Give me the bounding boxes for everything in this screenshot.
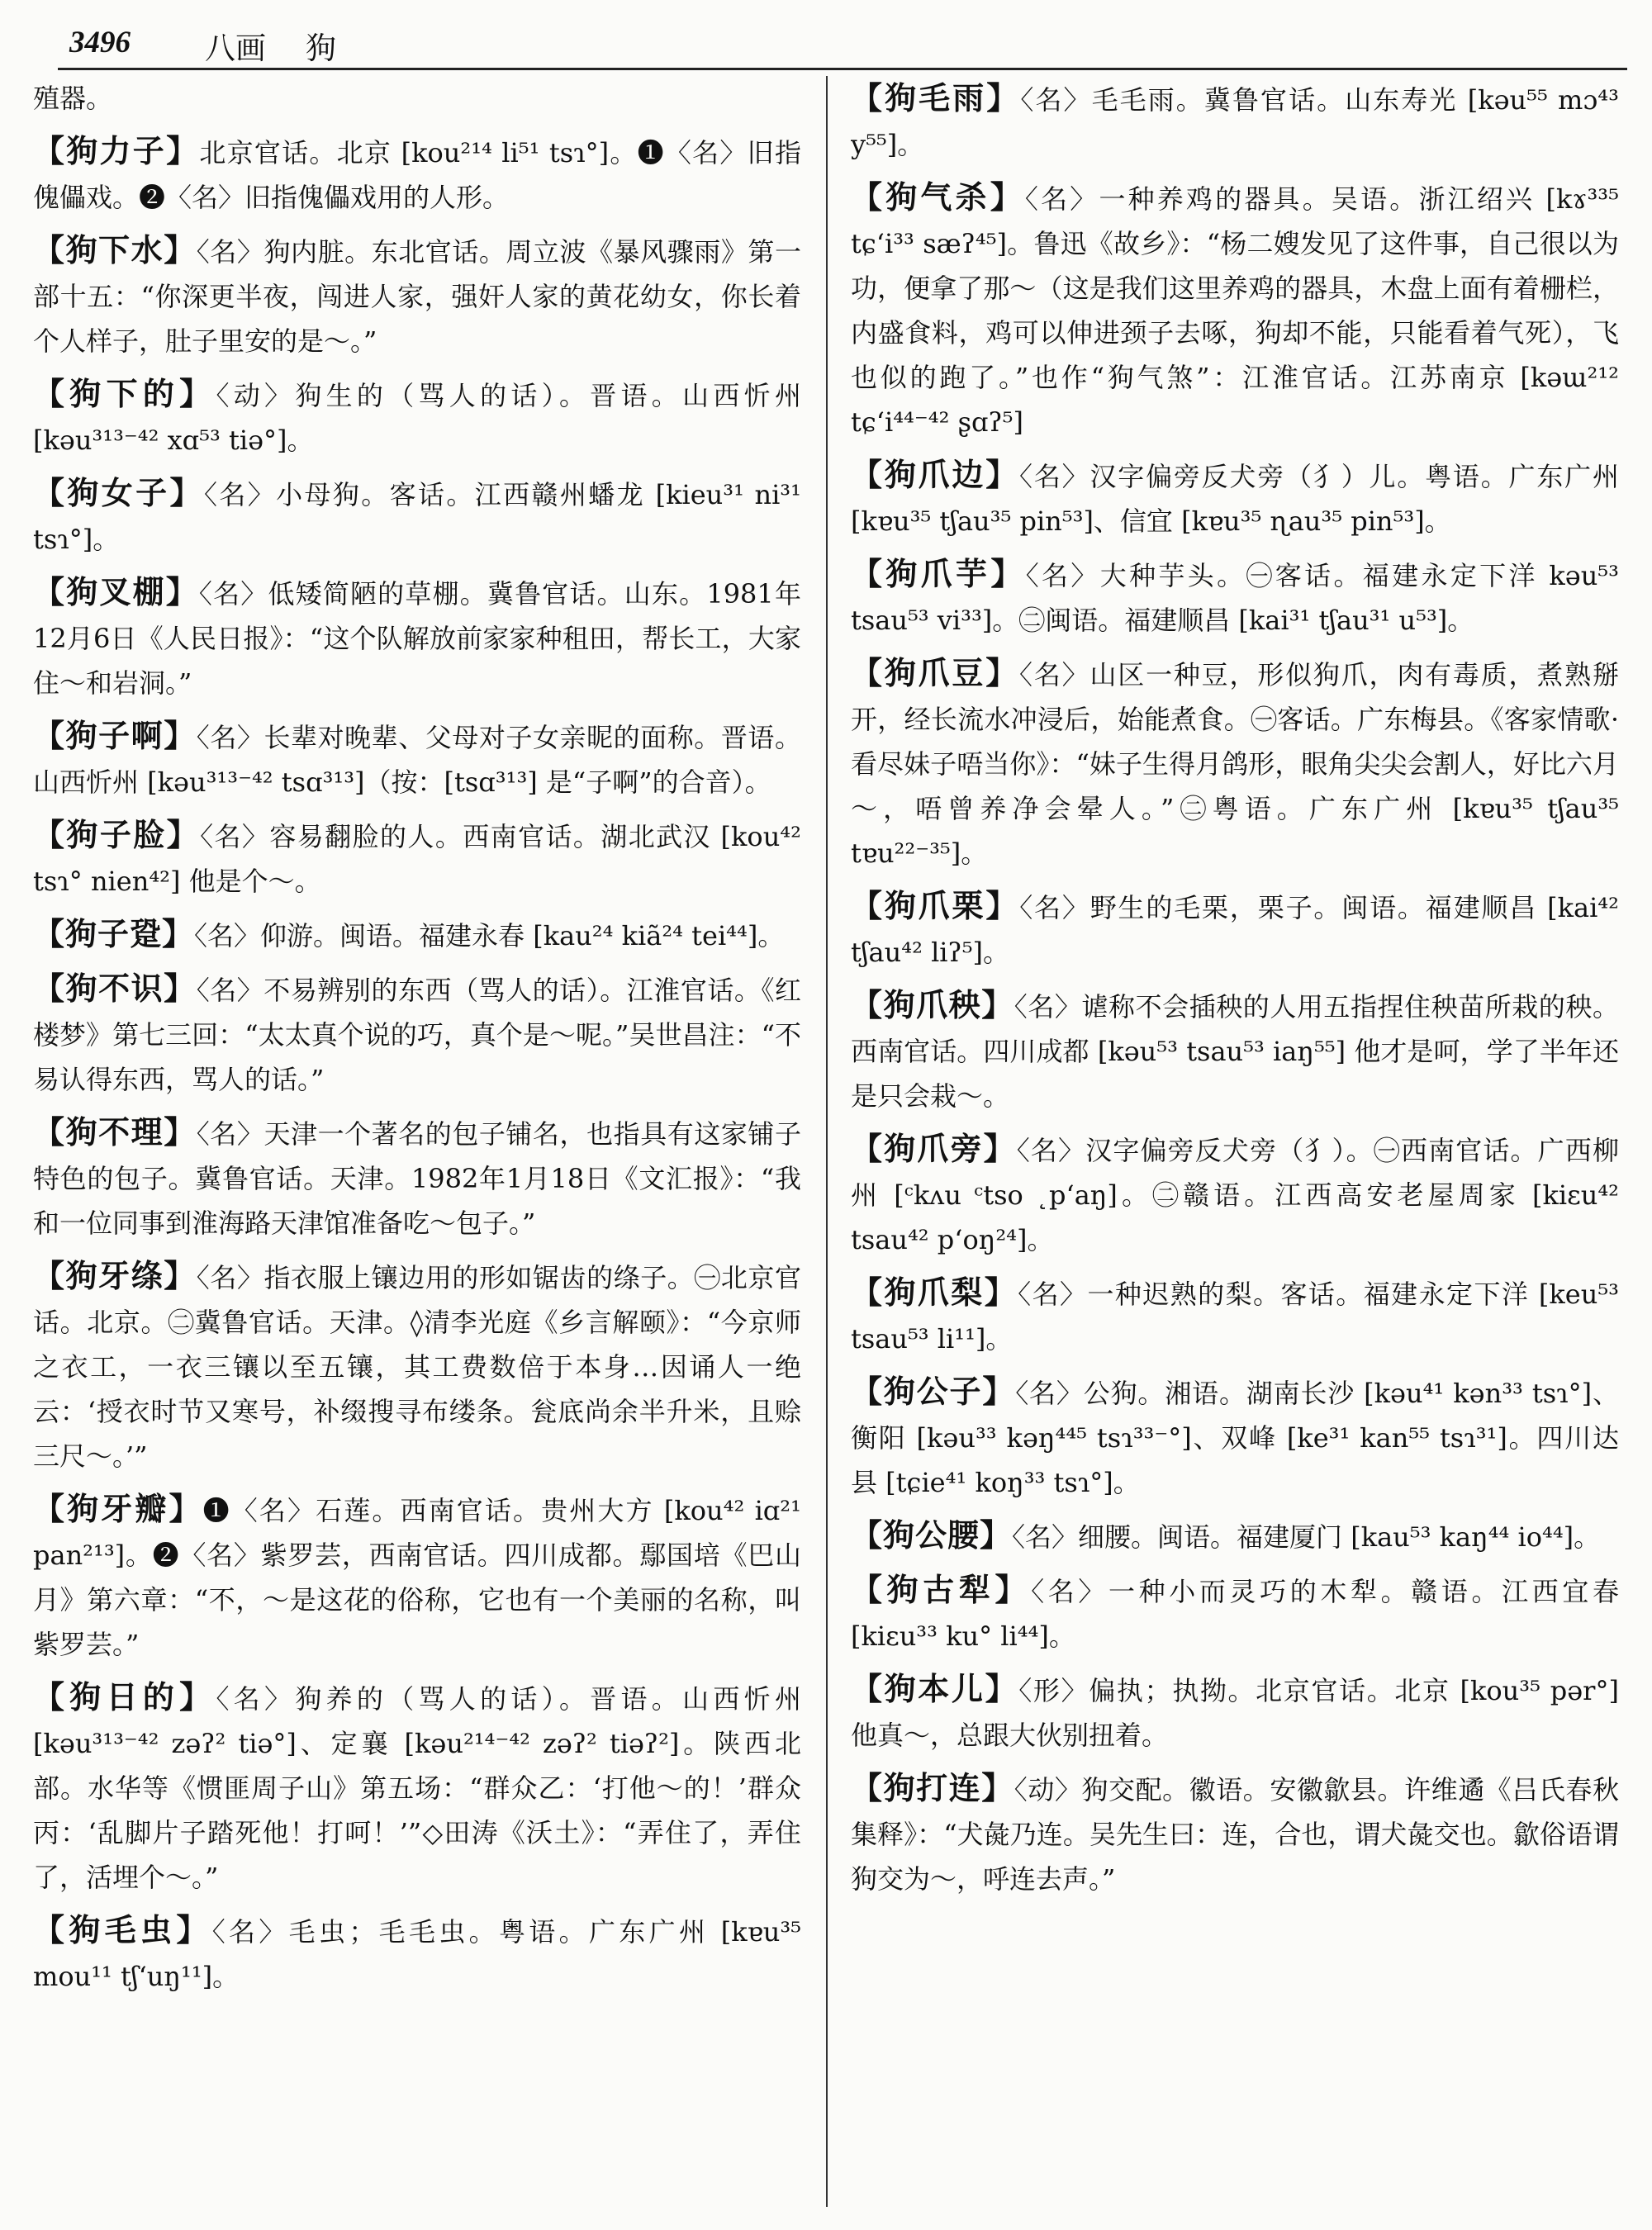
entry-text: ❶〈名〉石莲。西南官话。贵州大方 [kou⁴² iɑ²¹ pan²¹³]。❷〈名〉紫罗芸，西南官话。四川成都。鄢国培《巴山月》第六章：“不，～是这花的俗称，它也有一个美丽的名称，叫紫罗芸。” xyxy=(33,1495,801,1660)
dictionary-entry xyxy=(851,1369,1619,1505)
radical-label: 狗 xyxy=(306,31,336,66)
entry-text: 〈名〉毛毛雨。冀鲁官话。山东寿光 [kəu⁵⁵ mɔ⁴³ y⁵⁵]。 xyxy=(851,84,1619,160)
entry-headword: 【 狗子啊 】 xyxy=(33,717,197,754)
dictionary-entry xyxy=(851,651,1619,875)
entry-text: 〈名〉谑称不会插秧的人用五指捏住秧苗所栽的秧。西南官话。四川成都 [kəu⁵³ tsau⁵³ iaŋ⁵⁵] 他才是呵，学了半年还是只会栽～。 xyxy=(851,991,1619,1112)
dictionary-entry xyxy=(33,1487,801,1667)
right-column xyxy=(851,76,1619,2215)
entry-headword: 【 狗力子 】 xyxy=(33,132,199,169)
entry-headword: 【 狗女子 】 xyxy=(33,474,204,511)
entry-text: 〈名〉长辈对晚辈、父母对子女亲昵的面称。晋语。山西忻州 [kəu³¹³⁻⁴² tsɑ³¹³]（按：[tsɑ³¹³] 是“子啊”的合音）。 xyxy=(33,722,801,798)
dictionary-entry xyxy=(33,813,801,904)
dictionary-entry xyxy=(851,453,1619,543)
entry-text: 〈名〉狗养的（骂人的话）。晋语。山西忻州 [kəu³¹³⁻⁴² zəʔ² tiə°]、定襄 [kəu²¹⁴⁻⁴² zəʔ² tiəʔ²]。陕西北部。水华等《惯匪周子山》第五场：“群众乙：‘打他～的！’群众丙：‘乱脚片子踏死他！打呵！’”◇田涛《沃土》：“弄住了，弄住了，活埋个～。” xyxy=(33,1683,801,1893)
dictionary-entry xyxy=(851,552,1619,643)
dictionary-entry xyxy=(851,1270,1619,1361)
entry-headword: 【 狗爪边 】 xyxy=(851,456,1019,493)
entry-headword: 【 狗气杀 】 xyxy=(851,178,1025,216)
entry-text: 〈名〉细腰。闽语。福建厦门 [kau⁵³ kaŋ⁴⁴ io⁴⁴]。 xyxy=(1012,1521,1601,1553)
entry-text: 〈名〉低矮简陋的草棚。冀鲁官话。山东。1981年12月6日《人民日报》：“这个队解放前家家种租田，帮长工，大家住～和岩洞。” xyxy=(33,578,801,699)
entry-headword: 【 狗下的 】 xyxy=(33,375,216,412)
entry-text: 〈名〉仰游。闽语。福建永春 [kau²⁴ kiã²⁴ tei⁴⁴]。 xyxy=(194,920,785,951)
dictionary-entry xyxy=(33,228,801,363)
entry-headword: 【 狗毛雨 】 xyxy=(851,79,1020,116)
dictionary-entry xyxy=(851,1513,1619,1559)
dictionary-entry xyxy=(33,912,801,958)
entry-text: 〈动〉狗交配。徽语。安徽歙县。许维遹《吕氏春秋集释》：“犬彘乃连。吴先生曰：连，合也，谓犬彘交也。歙俗语谓狗交为～，呼连去声。” xyxy=(851,1774,1619,1895)
entry-text: 〈形〉偏执；执拗。北京官话。北京 [kou³⁵ pər°] 他真～，总跟大伙别扭着。 xyxy=(851,1675,1619,1751)
dictionary-entry xyxy=(33,372,801,463)
left-column xyxy=(33,76,801,2215)
dictionary-entry xyxy=(33,1110,801,1245)
entry-headword: 【 狗爪梨 】 xyxy=(851,1274,1018,1311)
entry-headword: 【 狗叉棚 】 xyxy=(33,573,199,610)
entry-headword: 【 狗爪秧 】 xyxy=(851,986,1014,1023)
entry-text: 〈名〉天津一个著名的包子铺名，也指具有这家铺子特色的包子。冀鲁官话。天津。1982年1月18日《文汇报》：“我和一位同事到淮海路天津馆准备吃～包子。” xyxy=(33,1118,801,1239)
entry-headword: 【 狗公腰 】 xyxy=(851,1516,1012,1554)
page-number: 3496 xyxy=(69,26,131,59)
entry-headword: 【 狗牙瓣 】 xyxy=(33,1490,203,1527)
dictionary-entry xyxy=(851,1568,1619,1658)
entry-text: 〈名〉不易辨别的东西（骂人的话）。江淮官话。《红楼梦》第七三回：“太太真个说的巧，真个是～呢。”吴世昌注：“不易认得东西，骂人的话。” xyxy=(33,975,801,1095)
dictionary-entry xyxy=(851,884,1619,975)
entry-headword: 【 狗子跫 】 xyxy=(33,915,194,952)
dictionary-entry xyxy=(851,1127,1619,1262)
entry-text: 〈名〉毛虫；毛毛虫。粤语。广东广州 [kɐu³⁵ mou¹¹ tʃʻuŋ¹¹]。 xyxy=(33,1916,801,1992)
dictionary-entry xyxy=(33,714,801,804)
entry-headword: 【 狗子脸 】 xyxy=(33,816,200,853)
entry-text: 〈名〉狗内脏。东北官话。周立波《暴风骤雨》第一部十五：“你深更半夜，闯进人家，强奸人家的黄花幼女，你长着个人样子，肚子里安的是～。” xyxy=(33,236,801,357)
entry-headword: 【 狗毛虫 】 xyxy=(33,1911,212,1948)
dictionary-entry xyxy=(33,966,801,1102)
entry-headword: 【 狗公子 】 xyxy=(851,1373,1015,1410)
entry-text: 〈名〉一种小而灵巧的木犁。赣语。江西宜春 [kiɛu³³ ku° li⁴⁴]。 xyxy=(851,1576,1619,1652)
entry-headword: 【 狗日的 】 xyxy=(33,1678,216,1715)
dictionary-entry xyxy=(33,129,801,220)
entry-text: 〈动〉狗生的（骂人的话）。晋语。山西忻州 [kəu³¹³⁻⁴² xɑ⁵³ tiə°]。 xyxy=(33,380,801,456)
entry-headword: 【 狗本儿 】 xyxy=(851,1670,1018,1707)
dictionary-entry xyxy=(851,1766,1619,1901)
entry-headword: 【 狗不理 】 xyxy=(33,1113,197,1151)
dictionary-entry xyxy=(851,983,1619,1118)
entry-text: 〈名〉公狗。湘语。湖南长沙 [kəu⁴¹ kən³³ tsɿ°]、衡阳 [kəu³³ kəŋ⁴⁴⁵ tsɿ³³⁻°]、双峰 [ke³¹ kan⁵⁵ tsɿ³¹]。四川达县 [tɕie⁴¹ koŋ³³ tsɿ°]。 xyxy=(851,1378,1619,1498)
dictionary-entry xyxy=(851,76,1619,167)
dictionary-entry-continuation xyxy=(33,76,801,121)
column-divider xyxy=(826,76,828,2207)
entry-headword: 【 狗下水 】 xyxy=(33,231,197,268)
dictionary-entry xyxy=(33,1254,801,1478)
entry-headword: 【 狗古犁 】 xyxy=(851,1571,1031,1608)
section-label: 八画 xyxy=(205,31,266,66)
entry-text: 〈名〉汉字偏旁反犬旁（犭）。㊀西南官话。广西柳州 [ᶜkʌu ᶜtso ˛pʻaŋ]。㊁赣语。江西高安老屋周家 [kiɛu⁴² tsau⁴² pʻoŋ²⁴]。 xyxy=(851,1135,1619,1255)
entry-text: 北京官话。北京 [kou²¹⁴ li⁵¹ tsɿ°]。❶〈名〉旧指傀儡戏。❷〈名〉旧指傀儡戏用的人形。 xyxy=(33,137,801,213)
entry-headword: 【 狗不识 】 xyxy=(33,970,197,1007)
entry-headword: 【 狗打连 】 xyxy=(851,1769,1014,1806)
entry-text: 〈名〉野生的毛栗，栗子。闽语。福建顺昌 [kai⁴² tʃau⁴² liʔ⁵]。 xyxy=(851,892,1619,968)
entry-headword: 【 狗爪芋 】 xyxy=(851,555,1026,592)
entry-text: 〈名〉指衣服上镶边用的形如锯齿的绦子。㊀北京官话。北京。㊁冀鲁官话。天津。◊清李光庭《乡言解颐》：“今京师之衣工，一衣三镶以至五镶，其工费数倍于本身…因诵人一绝云：‘授衣时节又寒号，补缀搜寻布缕条。瓮底尚余半升米，且赊三尺～。’” xyxy=(33,1262,801,1472)
entry-text: 〈名〉一种迟熟的梨。客话。福建永定下洋 [keu⁵³ tsau⁵³ li¹¹]。 xyxy=(851,1279,1619,1355)
entry-text: 〈名〉大种芋头。㊀客话。福建永定下洋 kəu⁵³ tsau⁵³ vi³³]。㊁闽语。福建顺昌 [kai³¹ tʃau³¹ u⁵³]。 xyxy=(851,560,1619,636)
page-header xyxy=(58,15,1627,70)
entry-text: 殖器。 xyxy=(33,83,113,114)
entry-text: 〈名〉小母狗。客话。江西赣州蟠龙 [kieu³¹ ni³¹ tsɿ°]。 xyxy=(33,479,801,555)
entry-headword: 【 狗爪栗 】 xyxy=(851,887,1019,924)
dictionary-entry xyxy=(33,471,801,562)
entry-text: 〈名〉容易翻脸的人。西南官话。湖北武汉 [kou⁴² tsɿ° nien⁴²] 他是个～。 xyxy=(33,821,801,897)
entry-text: 〈名〉山区一种豆，形似狗爪，肉有毒质，煮熟掰开，经长流水冲浸后，始能煮食。㊀客话。广东梅县。《客家情歌·看尽妹子唔当你》：“妹子生得月鸽形，眼角尖尖会割人，好比六月～，唔曾养净会晕人。”㊁粤语。广东广州 [kɐu³⁵ tʃau³⁵ tɐu²²⁻³⁵]。 xyxy=(851,659,1619,869)
entry-headword: 【 狗爪豆 】 xyxy=(851,654,1019,691)
dictionary-entry xyxy=(851,175,1619,444)
dictionary-entry xyxy=(33,1908,801,1999)
dictionary-entry xyxy=(33,570,801,705)
entry-text: 〈名〉一种养鸡的器具。吴语。浙江绍兴 [kɤ³³⁵ tɕʻi³³ sæʔ⁴⁵]。鲁迅《故乡》：“杨二嫂发见了这件事，自己很以为功，便拿了那～（这是我们这里养鸡的器具，木盘上面有着栅栏，内盛食料，鸡可以伸进颈子去啄，狗却不能，只能看着气死），飞也似的跑了。”也作“狗气煞”：江淮官话。江苏南京 [kəɯ²¹² tɕʻi⁴⁴⁻⁴² ʂɑʔ⁵] xyxy=(851,183,1619,438)
entry-headword: 【 狗牙绦 】 xyxy=(33,1257,197,1294)
entry-text: 〈名〉汉字偏旁反犬旁（犭）儿。粤语。广东广州 [kɐu³⁵ tʃau³⁵ pin⁵³]、信宜 [kɐu³⁵ ɳau³⁵ pin⁵³]。 xyxy=(851,461,1619,537)
dictionary-entry xyxy=(851,1667,1619,1758)
entry-headword: 【 狗爪旁 】 xyxy=(851,1130,1017,1167)
dictionary-entry xyxy=(33,1675,801,1900)
